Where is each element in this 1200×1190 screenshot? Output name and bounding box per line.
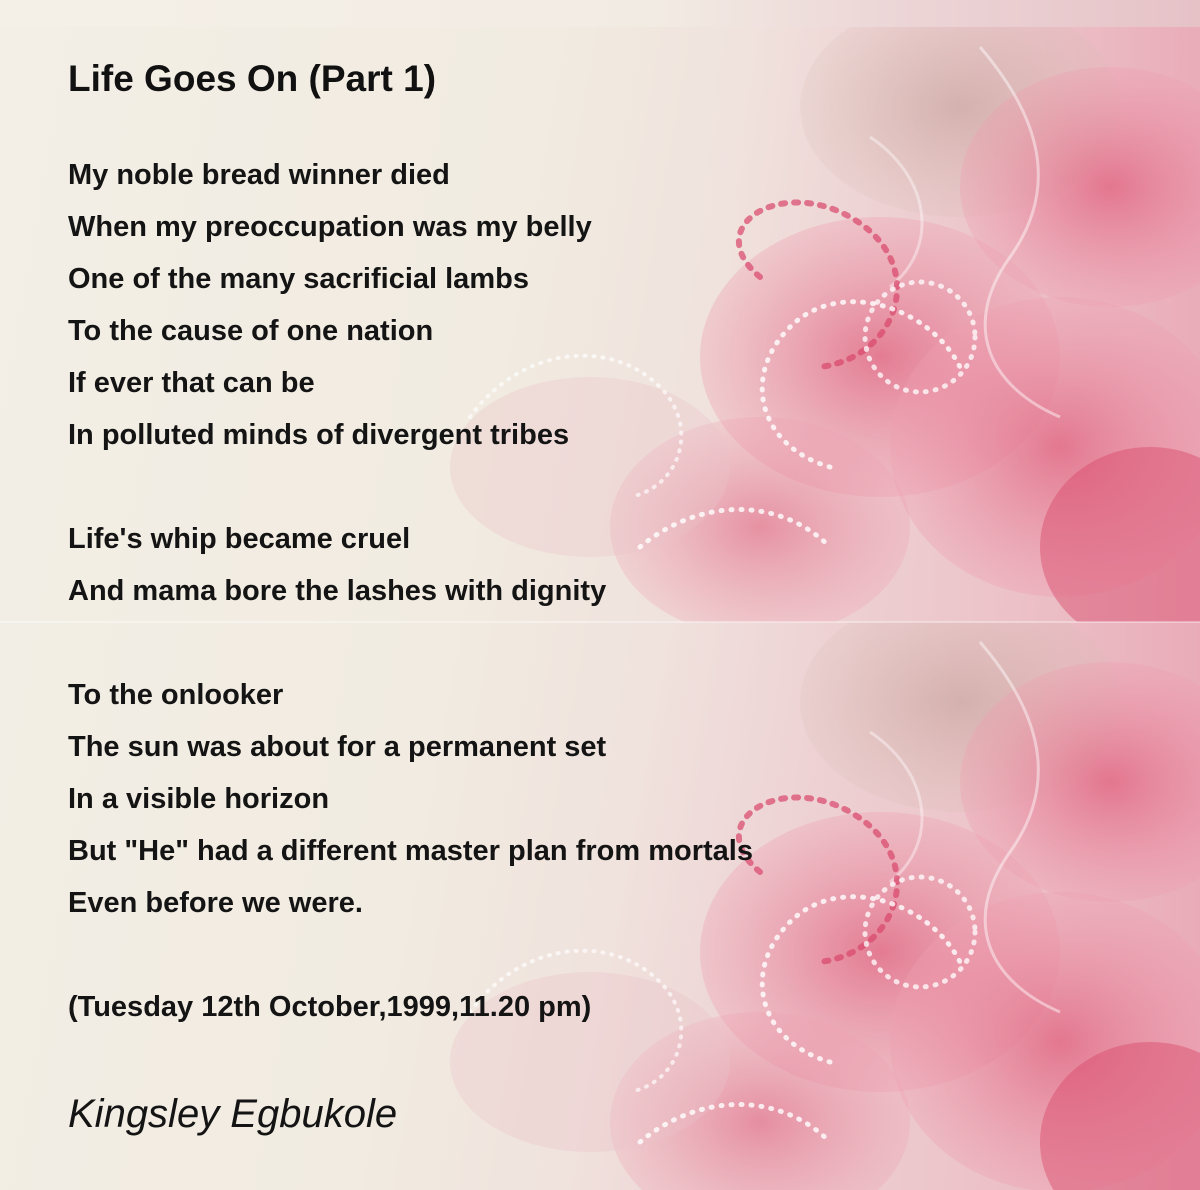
poem-title: Life Goes On (Part 1)	[68, 58, 437, 99]
poem-line: Life's whip became cruel	[68, 523, 411, 555]
stanza-break	[68, 934, 968, 986]
poem-line: If ever that can be	[68, 367, 315, 399]
poem-line: To the onlooker	[68, 679, 284, 711]
poem-line: When my preoccupation was my belly	[68, 211, 592, 243]
stanza-break	[68, 466, 968, 518]
poem-line: My noble bread winner died	[68, 159, 450, 191]
top-strip	[0, 0, 1200, 27]
poem-line: (Tuesday 12th October,1999,11.20 pm)	[68, 991, 592, 1023]
poem-author: Kingsley Egbukole	[68, 1092, 398, 1136]
poem-line: To the cause of one nation	[68, 315, 434, 347]
poem-line: But "He" had a different master plan from mortals	[68, 835, 753, 867]
poem-line: In polluted minds of divergent tribes	[68, 419, 570, 451]
poem-line: And mama bore the lashes with dignity	[68, 575, 607, 607]
poem-line: Even before we were.	[68, 887, 363, 919]
poem-body	[68, 154, 968, 1038]
stanza-break	[68, 622, 968, 674]
poem-line: In a visible horizon	[68, 783, 330, 815]
poem-line: One of the many sacrificial lambs	[68, 263, 529, 295]
poem-line: The sun was about for a permanent set	[68, 731, 607, 763]
